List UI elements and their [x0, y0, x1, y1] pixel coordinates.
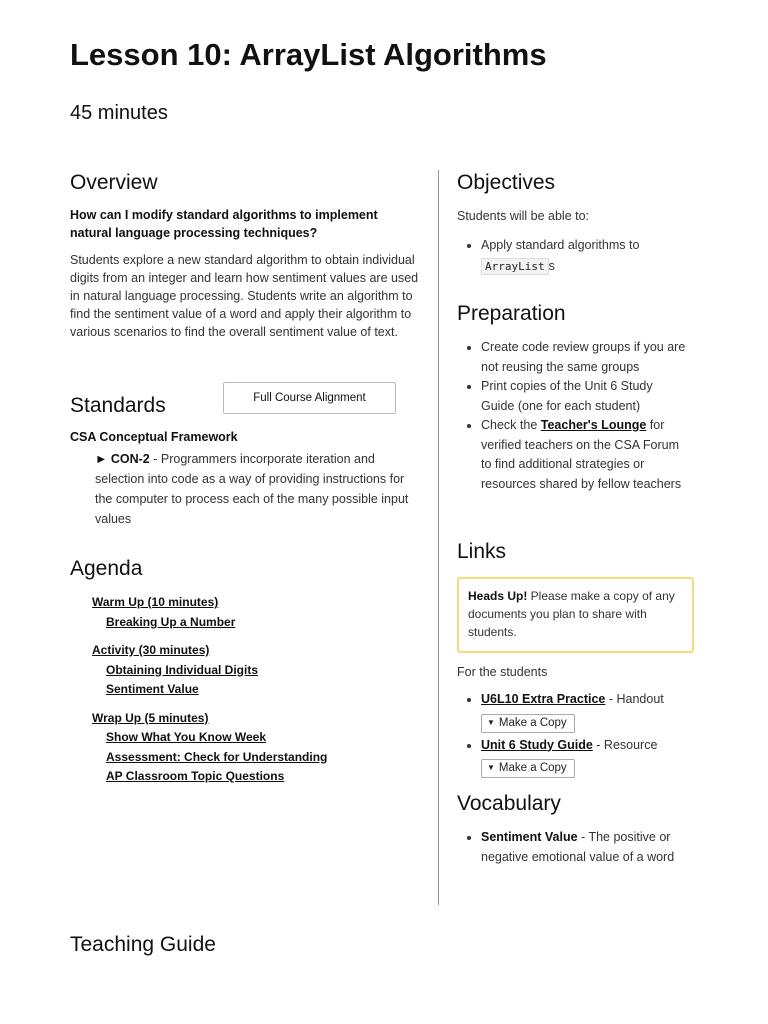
preparation-item: • Create code review groups if you are not reusing the same groups	[481, 338, 689, 377]
standard-item	[95, 449, 420, 529]
resource-item: • Unit 6 Study Guide - Resource ▼ Make a Copy	[481, 736, 692, 782]
agenda-sublink[interactable]: Assessment: Check for Understanding	[106, 749, 328, 764]
agenda-link[interactable]: Activity (30 minutes)	[92, 643, 210, 657]
agenda-sublink[interactable]: Obtaining Individual Digits	[106, 662, 258, 677]
resource-link[interactable]: Unit 6 Study Guide	[481, 737, 593, 752]
preparation-item: • Print copies of the Unit 6 Study Guide (one for each student)	[481, 377, 689, 416]
vocabulary-term: Sentiment Value	[481, 830, 578, 844]
objectives-list	[457, 235, 687, 277]
preparation-list	[457, 338, 689, 494]
resource-link[interactable]: U6L10 Extra Practice	[481, 692, 606, 706]
preparation-item: • Check the Teacher's Lounge for verified teachers on the CSA Forum to find additional strategies or resources shared by fellow teachers	[481, 416, 689, 494]
for-students-label: For the students	[457, 665, 548, 679]
resource-list	[457, 690, 692, 781]
agenda-sublink[interactable]: Breaking Up a Number	[106, 614, 236, 629]
make-a-copy-button[interactable]: ▼ Make a Copy	[481, 759, 575, 778]
agenda-group	[92, 593, 412, 632]
standard-code[interactable]: CON-2	[110, 452, 150, 466]
agenda-group	[92, 641, 412, 700]
overview-question: How can I modify standard algorithms to implement natural language processing techniques?	[70, 208, 378, 240]
agenda-link[interactable]: Warm Up (10 minutes)	[92, 595, 219, 609]
preparation-heading: Preparation	[457, 302, 566, 325]
overview-heading: Overview	[70, 171, 158, 194]
links-heading: Links	[457, 540, 507, 563]
agenda-heading: Agenda	[70, 557, 143, 580]
objectives-heading: Objectives	[457, 171, 556, 194]
agenda-sublink[interactable]: AP Classroom Topic Questions	[106, 769, 285, 783]
teaching-guide-heading: Teaching Guide	[70, 933, 216, 956]
agenda-group	[92, 709, 412, 787]
page-title: Lesson 10: ArrayList Algorithms	[70, 37, 547, 72]
objectives-intro: Students will be able to:	[457, 209, 590, 223]
vocabulary-item: • Sentiment Value - The positive or negative emotional value of a word	[481, 828, 692, 867]
heads-up-callout	[457, 577, 694, 653]
column-divider	[438, 170, 439, 905]
vocabulary-heading: Vocabulary	[457, 792, 561, 815]
vocabulary-list	[457, 828, 692, 867]
caret-down-icon: ▼	[487, 763, 495, 772]
resource-item: • U6L10 Extra Practice - Handout ▼ Make a Copy	[481, 690, 692, 736]
full-course-alignment-button[interactable]: Full Course Alignment	[223, 382, 396, 414]
agenda-link[interactable]: Wrap Up (5 minutes)	[92, 710, 209, 725]
agenda-list	[92, 593, 412, 796]
overview-body: Students explore a new standard algorithm to obtain individual digits from an integer and learn how sentiment values are used in natural language processing. Students write an algorithm to find the sentiment value of a word and apply their algorithm to various scenarios to find the overall sentiment value of text.	[70, 253, 419, 339]
standards-heading: Standards	[70, 394, 166, 417]
lesson-duration: 45 minutes	[70, 102, 168, 124]
callout-text: Please make a copy of any documents you plan to share with students.	[468, 589, 675, 639]
make-a-copy-button[interactable]: ▼ Make a Copy	[481, 714, 575, 733]
arraylist-code: ArrayList	[481, 258, 549, 275]
caret-down-icon: ▼	[487, 717, 495, 727]
callout-title: Heads Up!	[468, 589, 528, 603]
standard-description: - Programmers incorporate iteration and selection into code as a way of providing instructions for the computer to process each of the many possible input values	[95, 452, 409, 526]
teachers-lounge-link[interactable]: Teacher's Lounge	[540, 418, 647, 432]
objective-item: • Apply standard algorithms to ArrayList s	[481, 235, 687, 277]
agenda-sublink[interactable]: Sentiment Value	[106, 682, 199, 696]
triangle-right-icon: ►	[95, 452, 108, 466]
agenda-sublink[interactable]: Show What You Know Week	[106, 730, 267, 744]
framework-title: CSA Conceptual Framework	[70, 430, 238, 444]
